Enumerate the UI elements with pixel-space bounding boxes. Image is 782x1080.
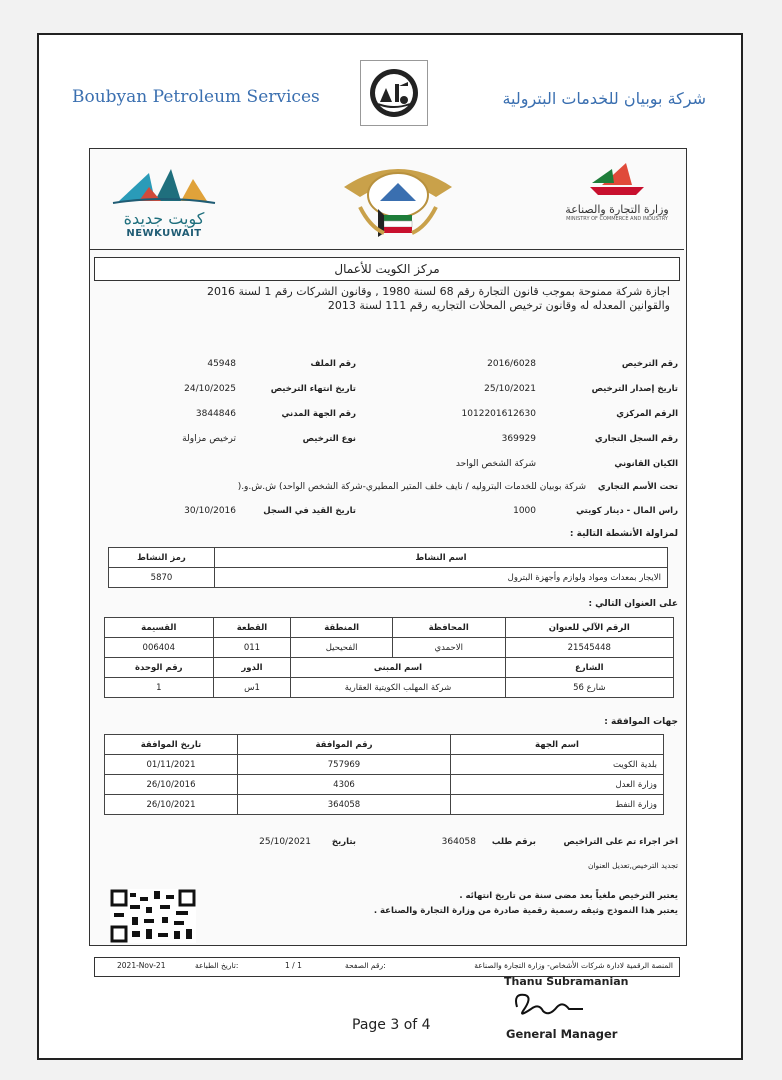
approvals-table bbox=[104, 734, 664, 815]
ministry-logo bbox=[562, 159, 672, 222]
law-line-1: اجازة شركة ممنوحة بموجب قانون التجارة رقم 68 لسنة 1980 , وقانون الشركات رقم 1 لسنة 2016 bbox=[206, 285, 670, 298]
approval-entity: وزارة العدل bbox=[451, 775, 664, 795]
request-no-value: 364058 bbox=[441, 837, 476, 847]
activity-code-header: رمز النشاط bbox=[109, 548, 215, 568]
signature-mark bbox=[509, 987, 589, 1023]
activity-name-header: اسم النشاط bbox=[215, 548, 668, 568]
license-no-label: رقم الترخيص bbox=[621, 359, 678, 369]
new-kuwait-logo bbox=[104, 167, 224, 239]
approval-number: 757969 bbox=[238, 755, 451, 775]
activities-title: لمزاولة الأنشطة التالية : bbox=[569, 529, 678, 539]
issue-date-value: 25/10/2021 bbox=[484, 384, 536, 394]
address-unit: 1 bbox=[105, 678, 214, 698]
footer-print-label: تاريخ الطباعة: bbox=[195, 961, 239, 970]
signatory-title: General Manager bbox=[506, 1027, 618, 1041]
signatory-name: Thanu Subramanian bbox=[504, 975, 629, 988]
approval-row bbox=[105, 775, 664, 795]
civil-no-value: 3844846 bbox=[195, 409, 236, 419]
action-description: تجديد الترخيص,تعديل العنوان bbox=[587, 861, 678, 870]
legal-entity-label: الكيان القانوني bbox=[614, 459, 678, 469]
address-header-building: اسم المبنى bbox=[291, 658, 505, 678]
address-block: 011 bbox=[213, 638, 291, 658]
activities-table bbox=[108, 547, 668, 588]
validity-note: يعتبر الترخيص ملغياً بعد مضى سنة من تاريخ انتهائه . bbox=[459, 891, 678, 901]
civil-no-label: رقم الجهة المدني bbox=[281, 409, 356, 419]
approval-number: 4306 bbox=[238, 775, 451, 795]
expiry-label: تاريخ انتهاء الترخيص bbox=[270, 384, 356, 394]
address-header-area: المنطقة bbox=[291, 618, 392, 638]
address-governorate: الاحمدي bbox=[392, 638, 505, 658]
approval-row bbox=[105, 795, 664, 815]
approval-row bbox=[105, 755, 664, 775]
document-page bbox=[37, 33, 743, 1060]
footer-page-label: رقم الصفحة: bbox=[345, 961, 386, 970]
ministry-name-en: MINISTRY OF COMMERCE AND INDUSTRY bbox=[566, 216, 668, 222]
expiry-value: 24/10/2025 bbox=[184, 384, 236, 394]
address-header-unit: رقم الوحدة bbox=[105, 658, 214, 678]
capital-value: 1000 bbox=[513, 506, 536, 516]
company-logo bbox=[360, 60, 428, 126]
address-header-plot: القسيمة bbox=[105, 618, 214, 638]
license-footer bbox=[94, 957, 680, 977]
issue-date-label: تاريخ إصدار الترخيص bbox=[591, 384, 678, 394]
trade-name-label: تحت الأسم التجاري bbox=[597, 482, 678, 492]
business-center-title: مركز الكويت للأعمال bbox=[94, 257, 680, 281]
approval-date: 01/11/2021 bbox=[105, 755, 238, 775]
company-name-en: Boubyan Petroleum Services bbox=[72, 87, 320, 107]
kuwait-emblem bbox=[340, 157, 456, 245]
page-number: Page 3 of 4 bbox=[352, 1017, 431, 1033]
file-no-label: رقم الملف bbox=[310, 359, 356, 369]
commercial-license bbox=[89, 148, 687, 970]
approval-header-number: رقم الموافقة bbox=[238, 735, 451, 755]
file-no-value: 45948 bbox=[207, 359, 236, 369]
central-no-value: 1012201612630 bbox=[461, 409, 536, 419]
approval-entity: وزارة النفط bbox=[451, 795, 664, 815]
law-line-2: والقوانين المعدله له وقانون ترخيص المحلات التجاريه رقم 111 لسنة 2013 bbox=[327, 299, 670, 312]
new-kuwait-en: NEWKUWAIT bbox=[126, 228, 202, 239]
address-header-auto-no: الرقم الآلي للعنوان bbox=[505, 618, 673, 638]
legal-entity-value: شركة الشخص الواحد bbox=[455, 459, 536, 469]
new-kuwait-sail-icon bbox=[109, 167, 219, 205]
license-type-label: نوع الترخيص bbox=[302, 434, 356, 444]
approval-header-entity: اسم الجهة bbox=[451, 735, 664, 755]
address-header-governorate: المحافظة bbox=[392, 618, 505, 638]
action-date-label: بتاريخ bbox=[331, 837, 356, 847]
license-header bbox=[90, 149, 684, 250]
address-street: شارع 56 bbox=[505, 678, 673, 698]
action-date-value: 25/10/2021 bbox=[259, 837, 311, 847]
activity-code: 5870 bbox=[109, 568, 215, 588]
reg-date-label: تاريخ القيد في السجل bbox=[263, 506, 356, 516]
address-header-block: القطعة bbox=[213, 618, 291, 638]
central-no-label: الرقم المركزي bbox=[616, 409, 678, 419]
approval-entity: بلدية الكويت bbox=[451, 755, 664, 775]
approvals-title: جهات الموافقة : bbox=[604, 717, 678, 727]
approval-date: 26/10/2016 bbox=[105, 775, 238, 795]
address-auto-no: 21545448 bbox=[505, 638, 673, 658]
footer-page: 1 / 1 bbox=[285, 961, 302, 970]
footer-platform: المنصة الرقمية لادارة شركات الأشخاص- وزارة التجارة والصناعة bbox=[474, 961, 673, 970]
footer-print-date: 2021-Nov-21 bbox=[117, 961, 166, 970]
address-area: الفحيحيل bbox=[291, 638, 392, 658]
approval-header-date: تاريخ الموافقة bbox=[105, 735, 238, 755]
activity-name: الايجار بمعدات ومواد ولوازم وأجهزة البترول bbox=[215, 568, 668, 588]
address-floor: 1س bbox=[213, 678, 291, 698]
company-name-ar: شركة بوبيان للخدمات البترولية bbox=[502, 89, 706, 108]
qr-code bbox=[110, 889, 196, 943]
address-header-floor: الدور bbox=[213, 658, 291, 678]
address-title: على العنوان التالي : bbox=[588, 599, 678, 609]
ministry-name-ar: وزارة التجارة والصناعة bbox=[565, 203, 669, 216]
approval-number: 364058 bbox=[238, 795, 451, 815]
ministry-ship-icon bbox=[582, 159, 652, 199]
approval-date: 26/10/2021 bbox=[105, 795, 238, 815]
license-type-value: ترخيص مزاولة bbox=[182, 434, 236, 444]
address-building: شركة المهلب الكويتية العقارية bbox=[291, 678, 505, 698]
request-no-label: برقم طلب bbox=[491, 837, 536, 847]
official-note: يعتبر هذا النموذج وثيقه رسمية رقمية صادرة من وزارة التجارة والصناعة . bbox=[373, 906, 678, 916]
license-no-value: 2016/6028 bbox=[487, 359, 536, 369]
address-plot: 006404 bbox=[105, 638, 214, 658]
cr-label: رقم السجل التجاري bbox=[594, 434, 678, 444]
activity-row bbox=[109, 568, 668, 588]
reg-date-value: 30/10/2016 bbox=[184, 506, 236, 516]
capital-label: راس المال - دينار كويتي bbox=[576, 506, 678, 516]
new-kuwait-ar: كويت جديدة bbox=[123, 209, 205, 228]
address-table bbox=[104, 617, 674, 698]
trade-name-value: شركة بوبيان للخدمات البتروليه / نايف خلف المتير المطيري-شركة الشخص الواحد) ش.ش.و.( bbox=[237, 482, 586, 492]
cr-value: 369929 bbox=[501, 434, 536, 444]
last-action-label: اخر اجراء تم على التراخيص bbox=[563, 837, 678, 847]
address-header-street: الشارع bbox=[505, 658, 673, 678]
law-statement bbox=[110, 285, 670, 313]
